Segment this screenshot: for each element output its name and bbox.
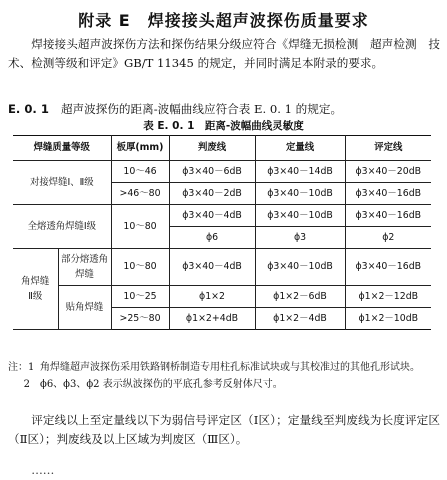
cell-quant: ϕ1×2－4dB	[255, 308, 345, 330]
table-header-row	[13, 136, 431, 161]
header-weld-grade: 焊缝质量等级	[13, 136, 111, 161]
clause-number: E. 0. 1	[8, 102, 49, 116]
fillet-label: 角焊缝	[21, 276, 50, 287]
group-full-penetration: 全熔透角焊缝Ⅰ级	[13, 205, 111, 249]
cell-quant: ϕ3×40－10dB	[255, 249, 345, 286]
appendix-title: 附录 E 焊接接头超声波探伤质量要求	[78, 11, 369, 30]
cell-thickness: >25～80	[111, 308, 169, 330]
clause-text: 超声波探伤的距离-波幅曲线应符合表 E. 0. 1 的规定。	[60, 102, 343, 116]
note-1-mark: 注：1	[8, 362, 35, 373]
cell-quant: ϕ3	[255, 227, 345, 249]
sensitivity-table	[13, 135, 431, 330]
cell-eval: ϕ1×2－12dB	[345, 286, 431, 308]
group-fillet-weld	[13, 249, 58, 330]
table-caption: 表 E. 0. 1 距离-波幅曲线灵敏度	[143, 120, 304, 132]
table-row	[13, 161, 431, 183]
table-row	[13, 205, 431, 227]
cell-thickness: >46～80	[111, 183, 169, 205]
note-1-text: 角焊缝超声波探伤采用铁路钢桥制造专用柱孔标准试块或与其校准过的其他孔形试块。	[40, 362, 420, 373]
table-row	[13, 286, 431, 308]
note-2	[8, 376, 440, 393]
group-butt-weld: 对接焊缝Ⅰ、Ⅱ级	[13, 161, 111, 205]
closing-paragraph: 评定线以上至定量线以下为弱信号评定区（Ⅰ区）；定量线至判废线为长度评定区（Ⅱ区）；判废线及以上区域为判废区（Ⅲ区）。	[8, 413, 440, 446]
cell-thickness: 10～80	[111, 249, 169, 286]
cell-eval: ϕ3×40－16dB	[345, 249, 431, 286]
note-2-text: ϕ6、ϕ3、ϕ2 表示纵波探伤的平底孔参考反射体尺寸。	[40, 379, 283, 390]
note-1	[8, 359, 440, 376]
cell-eval: ϕ1×2－10dB	[345, 308, 431, 330]
table-row	[13, 249, 431, 286]
cell-eval: ϕ3×40－16dB	[345, 183, 431, 205]
fillet-grade: Ⅱ级	[28, 291, 43, 302]
cell-eval: ϕ2	[345, 227, 431, 249]
intro-paragraph: 焊接接头超声波探伤方法和探伤结果分级应符合《焊缝无损检测 超声检测 技术、检测等级和评定》GB/T 11345 的规定，并同时满足本附录的要求。	[8, 37, 440, 70]
table-notes	[8, 359, 440, 393]
cell-eval: ϕ3×40－16dB	[345, 205, 431, 227]
cell-reject: ϕ1×2+4dB	[169, 308, 255, 330]
cell-reject: ϕ3×40－2dB	[169, 183, 255, 205]
subgroup-partial-penetration: 部分熔透角焊缝	[58, 249, 111, 286]
header-eval-line: 评定线	[345, 136, 431, 161]
cell-quant: ϕ3×40－10dB	[255, 183, 345, 205]
clause-e-0-1	[8, 100, 440, 118]
cell-quant: ϕ3×40－10dB	[255, 205, 345, 227]
cell-reject: ϕ3×40－4dB	[169, 249, 255, 286]
cell-reject: ϕ3×40－4dB	[169, 205, 255, 227]
cell-eval: ϕ3×40－20dB	[345, 161, 431, 183]
cell-thickness: 10～46	[111, 161, 169, 183]
cell-reject: ϕ3×40－6dB	[169, 161, 255, 183]
cell-thickness: 10～80	[111, 205, 169, 249]
cut-off-line: ……	[31, 463, 55, 477]
cell-reject: ϕ1×2	[169, 286, 255, 308]
header-thickness: 板厚(mm)	[111, 136, 169, 161]
header-quant-line: 定量线	[255, 136, 345, 161]
cell-quant: ϕ1×2－6dB	[255, 286, 345, 308]
cell-reject: ϕ6	[169, 227, 255, 249]
note-2-mark: 2	[23, 379, 30, 390]
cell-thickness: 10～25	[111, 286, 169, 308]
cell-quant: ϕ3×40－14dB	[255, 161, 345, 183]
header-reject-line: 判废线	[169, 136, 255, 161]
subgroup-fillet-paste: 贴角焊缝	[58, 286, 111, 330]
